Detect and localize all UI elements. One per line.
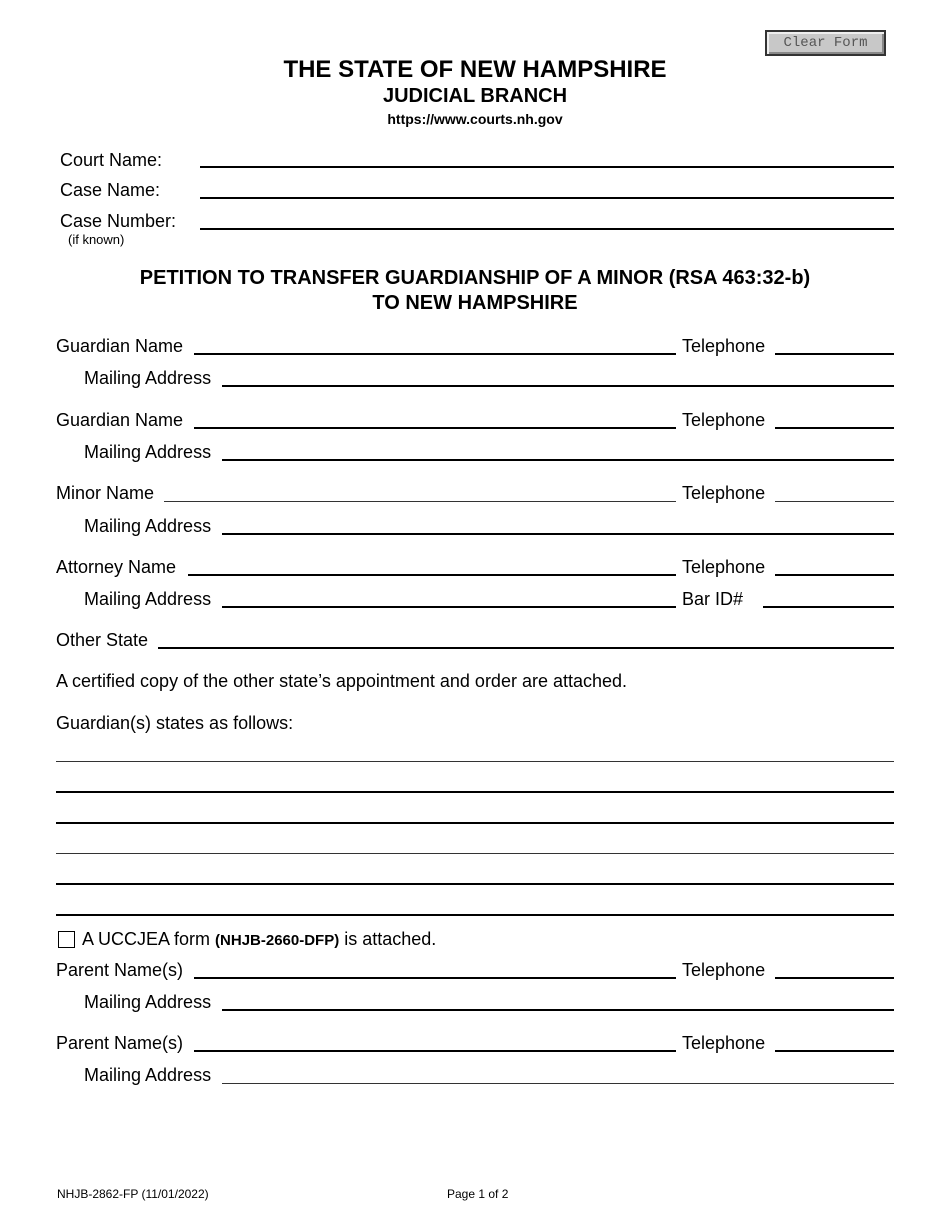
parent-1-name-field[interactable] (194, 977, 676, 979)
mailing-address-label: Mailing Address (84, 589, 212, 609)
guardian-1-telephone-field[interactable] (775, 353, 894, 355)
case-name-label: Case Name: (60, 180, 161, 200)
parent-1-address-field[interactable] (222, 1009, 894, 1011)
telephone-label: Telephone (682, 410, 766, 430)
court-name-label: Court Name: (60, 150, 163, 170)
petition-title-line1: PETITION TO TRANSFER GUARDIANSHIP OF A MINOR (RSA 463:32-b) (139, 267, 811, 289)
case-number-field[interactable] (200, 228, 894, 230)
parent-names-label: Parent Name(s) (56, 1033, 184, 1053)
minor-address-field[interactable] (222, 533, 894, 535)
mailing-address-label: Mailing Address (84, 1065, 212, 1085)
statement-line-6[interactable] (56, 914, 894, 916)
minor-telephone-field[interactable] (775, 501, 894, 502)
telephone-label: Telephone (682, 336, 766, 356)
uccjea-checkbox[interactable] (58, 931, 75, 948)
petition-title-line2: TO NEW HAMPSHIRE (372, 292, 578, 314)
other-state-label: Other State (56, 630, 149, 650)
guardian-2-name-field[interactable] (194, 427, 676, 429)
bar-id-label: Bar ID# (682, 589, 744, 609)
parent-2-name-field[interactable] (194, 1050, 676, 1052)
if-known-note: (if known) (68, 232, 125, 247)
statement-line-3[interactable] (56, 822, 894, 824)
uccjea-statement: A UCCJEA form (NHJB-2660-DFP) is attached. (82, 929, 437, 949)
guardian-name-label: Guardian Name (56, 336, 184, 356)
mailing-address-label: Mailing Address (84, 442, 212, 462)
guardian-2-address-field[interactable] (222, 459, 894, 461)
case-number-label: Case Number: (60, 211, 177, 231)
telephone-label: Telephone (682, 960, 766, 980)
court-url: https://www.courts.nh.gov (387, 111, 563, 127)
branch-title: JUDICIAL BRANCH (382, 85, 568, 107)
parent-2-address-field[interactable] (222, 1083, 894, 1084)
parent-2-telephone-field[interactable] (775, 1050, 894, 1052)
minor-name-label: Minor Name (56, 483, 155, 503)
attorney-name-label: Attorney Name (56, 557, 177, 577)
state-title: THE STATE OF NEW HAMPSHIRE (283, 56, 667, 83)
guardian-1-address-field[interactable] (222, 385, 894, 387)
other-state-field[interactable] (158, 647, 894, 649)
clear-form-button[interactable]: Clear Form (765, 30, 886, 56)
parent-names-label: Parent Name(s) (56, 960, 184, 980)
statement-line-2[interactable] (56, 791, 894, 793)
telephone-label: Telephone (682, 557, 766, 577)
form-id: NHJB-2862-FP (11/01/2022) (57, 1187, 209, 1201)
bar-id-field[interactable] (763, 606, 894, 608)
telephone-label: Telephone (682, 1033, 766, 1053)
minor-name-field[interactable] (164, 501, 676, 502)
attorney-address-field[interactable] (222, 606, 676, 608)
telephone-label: Telephone (682, 483, 766, 503)
case-name-field[interactable] (200, 197, 894, 199)
statement-line-5[interactable] (56, 883, 894, 885)
statement-line-1[interactable] (56, 761, 894, 762)
mailing-address-label: Mailing Address (84, 368, 212, 388)
statement-line-4[interactable] (56, 853, 894, 854)
mailing-address-label: Mailing Address (84, 516, 212, 536)
court-name-field[interactable] (200, 166, 894, 168)
guardian-1-name-field[interactable] (194, 353, 676, 355)
guardian-name-label: Guardian Name (56, 410, 184, 430)
parent-1-telephone-field[interactable] (775, 977, 894, 979)
certified-copy-statement: A certified copy of the other state’s appointment and order are attached. (56, 671, 628, 691)
attorney-telephone-field[interactable] (775, 574, 894, 576)
page-number: Page 1 of 2 (447, 1187, 509, 1201)
guardian-states-label: Guardian(s) states as follows: (56, 713, 294, 733)
guardian-2-telephone-field[interactable] (775, 427, 894, 429)
mailing-address-label: Mailing Address (84, 992, 212, 1012)
attorney-name-field[interactable] (188, 574, 676, 576)
